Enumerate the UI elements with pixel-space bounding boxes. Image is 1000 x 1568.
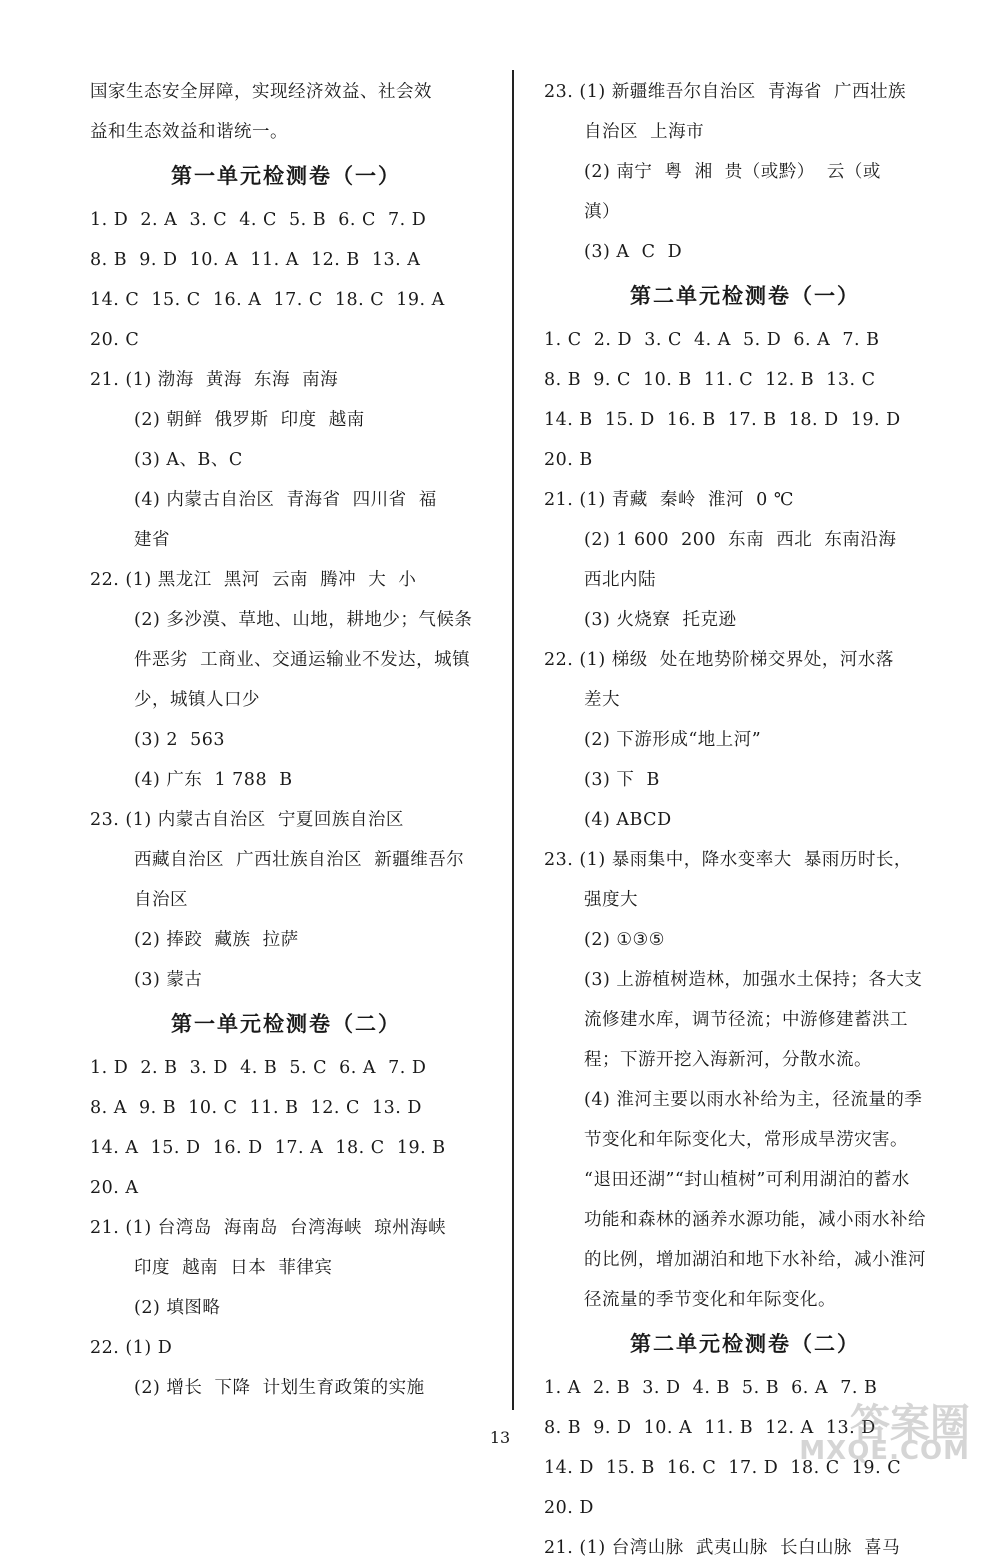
answer-line-indented: (4) ABCD — [584, 810, 672, 830]
answer-line-indented: 功能和森林的涵养水源功能，减小雨水补给 — [584, 1210, 926, 1230]
answer-line-indented: 的比例，增加湖泊和地下水补给，减小淮河 — [584, 1250, 926, 1270]
answer-line-indented: 滇） — [584, 202, 620, 222]
watermark-line2: MXQE.COM — [799, 1436, 970, 1466]
answer-line-indented: (3) 下 B — [584, 770, 660, 790]
section-heading: 第二单元检测卷（二） — [630, 1331, 860, 1356]
answer-line-indented: (2) ①③⑤ — [584, 930, 665, 950]
answer-line-indented: (2) 多沙漠、草地、山地，耕地少；气候条 — [134, 610, 473, 630]
column-divider — [512, 70, 514, 1410]
answer-line-indented: 强度大 — [584, 890, 638, 910]
answer-line: 14. D 15. B 16. C 17. D 18. C 19. C — [544, 1458, 902, 1478]
answer-line: 23. (1) 新疆维吾尔自治区 青海省 广西壮族 — [544, 82, 906, 102]
section-heading: 第二单元检测卷（一） — [630, 283, 860, 308]
answer-line: 21. (1) 台湾山脉 武夷山脉 长白山脉 喜马 — [544, 1538, 901, 1558]
answer-line: 14. B 15. D 16. B 17. B 18. D 19. D — [544, 410, 901, 430]
section-heading: 第一单元检测卷（二） — [171, 1011, 401, 1036]
answer-line: 1. A 2. B 3. D 4. B 5. B 6. A 7. B — [544, 1378, 878, 1398]
answer-line-indented: (3) 上游植树造林，加强水土保持；各大支 — [584, 970, 923, 990]
answer-line-indented: 自治区 — [134, 890, 188, 910]
answer-line: 20. A — [90, 1178, 139, 1198]
answer-line: 8. A 9. B 10. C 11. B 12. C 13. D — [90, 1098, 422, 1118]
watermark-line1: 答案圈 — [850, 1401, 970, 1447]
answer-line-indented: (4) 内蒙古自治区 青海省 四川省 福 — [134, 490, 437, 510]
answer-line-indented: (2) 增长 下降 计划生育政策的实施 — [134, 1378, 425, 1398]
page-number: 13 — [489, 1428, 511, 1447]
answer-line-indented: (3) 2 563 — [134, 730, 226, 750]
answer-line: 21. (1) 渤海 黄海 东海 南海 — [90, 370, 339, 390]
answer-line-indented: (2) 填图略 — [134, 1298, 221, 1318]
answer-line-indented: 少，城镇人口少 — [134, 690, 260, 710]
answer-line-indented: 自治区 上海市 — [584, 122, 705, 142]
answer-line-indented: 件恶劣 工商业、交通运输业不发达，城镇 — [134, 650, 471, 670]
answer-line-indented: 差大 — [584, 690, 620, 710]
answer-line-indented: (2) 南宁 粤 湘 贵（或黔） 云（或 — [584, 162, 881, 182]
answer-line: 8. B 9. C 10. B 11. C 12. B 13. C — [544, 370, 876, 390]
answer-line: 22. (1) 黑龙江 黑河 云南 腾冲 大 小 — [90, 570, 417, 590]
answer-line: 1. D 2. A 3. C 4. C 5. B 6. C 7. D — [90, 210, 427, 230]
answer-line-indented: (3) 火烧寮 托克逊 — [584, 610, 737, 630]
answer-line-indented: 印度 越南 日本 菲律宾 — [134, 1258, 333, 1278]
answer-line: 23. (1) 暴雨集中，降水变率大 暴雨历时长， — [544, 850, 912, 870]
answer-line: 8. B 9. D 10. A 11. B 12. A 13. D — [544, 1418, 876, 1438]
right-column — [544, 72, 946, 1568]
answer-line-indented: 西藏自治区 广西壮族自治区 新疆维吾尔 — [134, 850, 465, 870]
answer-line-indented: (4) 广东 1 788 B — [134, 770, 293, 790]
answer-line: 益和生态效益和谐统一。 — [90, 122, 288, 142]
answer-line: 20. C — [90, 330, 140, 350]
answer-line-indented: (3) 蒙古 — [134, 970, 203, 990]
answer-line: 8. B 9. D 10. A 11. A 12. B 13. A — [90, 250, 421, 270]
answer-line: 22. (1) 梯级 处在地势阶梯交界处，河水落 — [544, 650, 894, 670]
answer-line-indented: (2) 捧跤 藏族 拉萨 — [134, 930, 299, 950]
left-column — [90, 72, 482, 1408]
answer-line: 1. C 2. D 3. C 4. A 5. D 6. A 7. B — [544, 330, 880, 350]
answer-line: 1. D 2. B 3. D 4. B 5. C 6. A 7. D — [90, 1058, 427, 1078]
answer-line-indented: (3) A、B、C — [134, 450, 243, 470]
answer-line: 14. C 15. C 16. A 17. C 18. C 19. A — [90, 290, 445, 310]
answer-line: 21. (1) 青藏 秦岭 淮河 0 ℃ — [544, 490, 794, 510]
answer-line: 20. B — [544, 450, 593, 470]
answer-line: 14. A 15. D 16. D 17. A 18. C 19. B — [90, 1138, 446, 1158]
answer-line-indented: 节变化和年际变化大，常形成旱涝灾害。 — [584, 1130, 908, 1150]
section-heading: 第一单元检测卷（一） — [171, 163, 401, 188]
answer-line: 23. (1) 内蒙古自治区 宁夏回族自治区 — [90, 810, 404, 830]
answer-line: 22. (1) D — [90, 1338, 173, 1358]
answer-line-indented: 径流量的季节变化和年际变化。 — [584, 1290, 836, 1310]
answer-line-indented: (3) A C D — [584, 242, 683, 262]
answer-line-indented: (2) 1 600 200 东南 西北 东南沿海 — [584, 530, 897, 550]
answer-line-indented: (4) 淮河主要以雨水补给为主，径流量的季 — [584, 1090, 923, 1110]
watermark-logo — [740, 1392, 980, 1472]
answer-line-indented: 西北内陆 — [584, 570, 656, 590]
answer-line-indented: 流修建水库，调节径流；中游修建蓄洪工 — [584, 1010, 908, 1030]
answer-line: 国家生态安全屏障，实现经济效益、社会效 — [90, 82, 432, 102]
answer-line-indented: 程；下游开挖入海新河，分散水流。 — [584, 1050, 872, 1070]
answer-line: 21. (1) 台湾岛 海南岛 台湾海峡 琼州海峡 — [90, 1218, 447, 1238]
answer-line-indented: (2) 下游形成“地上河” — [584, 730, 762, 750]
answer-line-indented: “退田还湖”“封山植树”可利用湖泊的蓄水 — [584, 1170, 910, 1190]
answer-line: 20. D — [544, 1498, 594, 1518]
answer-line-indented: (2) 朝鲜 俄罗斯 印度 越南 — [134, 410, 365, 430]
answer-line-indented: 建省 — [134, 530, 170, 550]
